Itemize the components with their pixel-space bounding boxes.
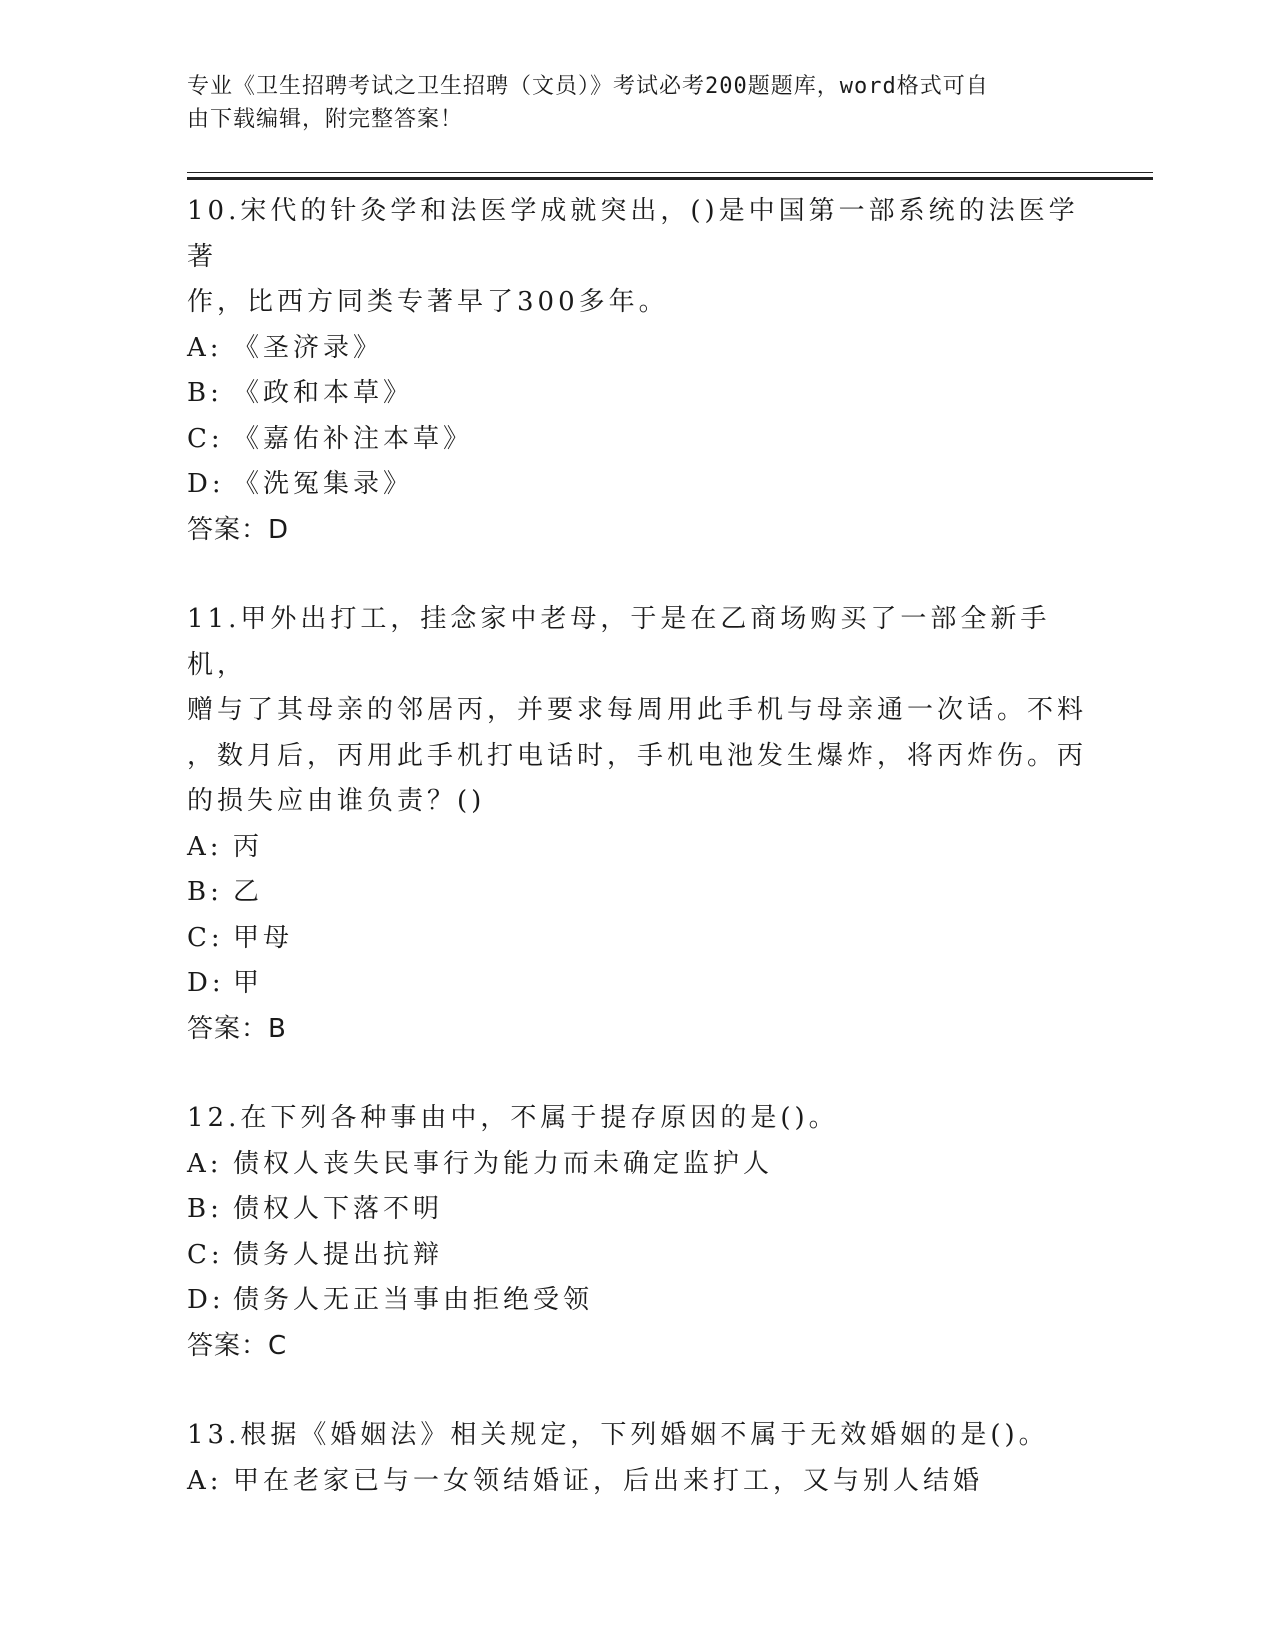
option-letter: B: xyxy=(187,378,223,408)
option-letter: C: xyxy=(187,1239,224,1270)
question-text-line: 赠与了其母亲的邻居丙，并要求每周用此手机与母亲通一次话。不料 xyxy=(187,695,1088,725)
option-d xyxy=(187,462,1087,508)
question-text-line: 的损失应由谁负责？() xyxy=(187,786,486,816)
question-text-line: ，数月后，丙用此手机打电话时，手机电池发生爆炸，将丙炸伤。丙 xyxy=(187,740,1088,771)
option-text: 《圣济录》 xyxy=(233,332,384,363)
question-text-line: 10.宋代的针灸学和法医学成就突出，()是中国第一部系统的法医学著 xyxy=(187,196,1079,272)
question-text-line: 11.甲外出打工，挂念家中老母，于是在乙商场购买了一部全新手机， xyxy=(187,604,1051,680)
option-letter: A: xyxy=(187,1465,223,1496)
option-b xyxy=(187,1187,1087,1233)
option-d xyxy=(187,1278,1087,1324)
option-text: 《政和本草》 xyxy=(233,378,414,408)
option-b xyxy=(187,870,1087,916)
option-text: 债权人下落不明 xyxy=(233,1194,444,1224)
option-text: 债权人丧失民事行为能力而未确定监护人 xyxy=(233,1148,774,1179)
question-13 xyxy=(187,1413,1087,1504)
option-letter: C: xyxy=(187,922,224,953)
option-text: 乙 xyxy=(233,877,264,907)
question-text-line: 作，比西方同类专著早了300多年。 xyxy=(187,287,669,317)
option-text: 债务人提出抗辩 xyxy=(233,1239,444,1270)
option-letter: B: xyxy=(187,1194,223,1224)
document-header xyxy=(187,70,1087,136)
option-text: 《嘉佑补注本草》 xyxy=(233,423,474,454)
header-divider-thick xyxy=(187,177,1153,180)
option-letter: B: xyxy=(187,877,223,907)
option-letter: C: xyxy=(187,423,224,454)
question-12 xyxy=(187,1096,1087,1369)
option-d xyxy=(187,961,1087,1007)
option-letter: D: xyxy=(187,968,225,998)
option-c xyxy=(187,1233,1087,1279)
header-line-2: 由下载编辑，附完整答案！ xyxy=(187,107,464,132)
question-11 xyxy=(187,597,1087,1052)
option-letter: D: xyxy=(187,1285,225,1315)
option-text: 甲在老家已与一女领结婚证，后出来打工，又与别人结婚 xyxy=(233,1465,984,1496)
option-c xyxy=(187,916,1087,962)
option-letter: A: xyxy=(187,1148,223,1179)
option-text: 甲 xyxy=(233,968,264,998)
option-letter: A: xyxy=(187,332,223,363)
option-a xyxy=(187,825,1087,871)
answer-line: 答案：D xyxy=(187,514,290,545)
header-line-1: 专业《卫生招聘考试之卫生招聘（文员）》考试必考200题题库，word格式可自 xyxy=(187,74,989,99)
question-10 xyxy=(187,189,1087,553)
option-text: 甲母 xyxy=(233,922,294,953)
question-list xyxy=(187,189,1087,1504)
option-letter: A: xyxy=(187,831,223,862)
option-a xyxy=(187,1459,1087,1505)
option-letter: D: xyxy=(187,469,225,499)
question-text-line: 12.在下列各种事由中，不属于提存原因的是()。 xyxy=(187,1103,839,1133)
option-b xyxy=(187,371,1087,417)
option-text: 《洗冤集录》 xyxy=(233,469,414,499)
option-a xyxy=(187,326,1087,372)
question-text-line: 13.根据《婚姻法》相关规定，下列婚姻不属于无效婚姻的是()。 xyxy=(187,1420,1049,1450)
option-text: 债务人无正当事由拒绝受领 xyxy=(233,1285,594,1315)
answer-line: 答案：C xyxy=(187,1330,288,1361)
option-a xyxy=(187,1142,1087,1188)
option-c xyxy=(187,417,1087,463)
header-divider-thin xyxy=(187,172,1153,173)
answer-line: 答案：B xyxy=(187,1013,287,1044)
option-text: 丙 xyxy=(233,831,264,862)
